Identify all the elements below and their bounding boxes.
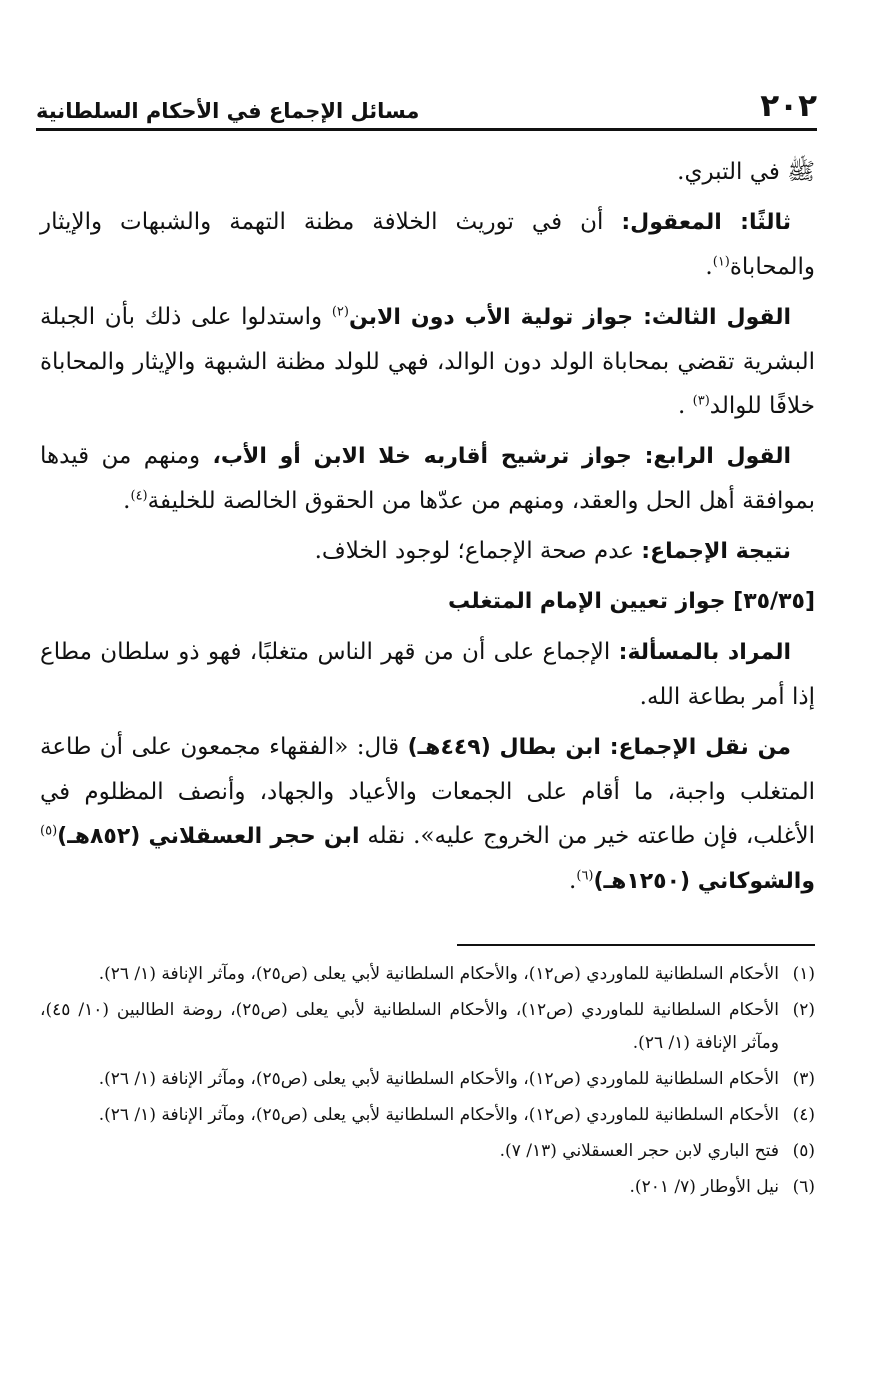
footnote-number: (٤) bbox=[792, 1105, 815, 1125]
paragraph-7-end: . bbox=[569, 868, 577, 894]
paragraph-2-text: أن في توريث الخلافة مظنة التهمة والشبهات والإيثار والمحاباة bbox=[40, 209, 815, 280]
footnote-number: (٣) bbox=[792, 1069, 815, 1089]
paragraph-6-text: الإجماع على أن من قهر الناس متغلبًا، فهو ذو سلطان مطاع إذا أمر بطاعة الله. bbox=[40, 639, 815, 710]
footnote-4 bbox=[40, 1099, 815, 1132]
footnote-ref-5[interactable]: (٥) bbox=[40, 823, 58, 839]
footnote-text: فتح الباري لابن حجر العسقلاني (١٣/ ٧). bbox=[499, 1141, 779, 1161]
footnote-ref-2[interactable]: (٢) bbox=[331, 304, 349, 320]
paragraph-1 bbox=[40, 150, 815, 194]
footnote-1 bbox=[40, 958, 815, 991]
paragraph-2 bbox=[40, 200, 815, 289]
paragraph-2-end: . bbox=[705, 254, 713, 280]
main-text bbox=[40, 150, 815, 910]
footnote-number: (٦) bbox=[792, 1177, 815, 1197]
paragraph-5 bbox=[40, 529, 815, 574]
page-number: ٢٠٢ bbox=[760, 88, 817, 124]
paragraph-4 bbox=[40, 434, 815, 523]
paragraph-6-lead: المراد بالمسألة: bbox=[618, 640, 791, 665]
footnote-ref-6[interactable]: (٦) bbox=[576, 868, 594, 884]
paragraph-3 bbox=[40, 295, 815, 428]
footnote-text: الأحكام السلطانية للماوردي (ص١٢)، والأحكام السلطانية لأبي يعلى (ص٢٥)، ومآثر الإنافة (١/ ٢٦). bbox=[98, 1069, 779, 1089]
footnote-3 bbox=[40, 1063, 815, 1096]
footnotes bbox=[40, 958, 815, 1207]
paragraph-3-text: واستدلوا على ذلك بأن الجبلة البشرية تقضي بمحاباة الولد دون الوالد، فهي للولد مظنة الشبهة والإيثار والمحاباة خلافًا للوالد bbox=[40, 304, 815, 419]
paragraph-3-lead: القول الثالث: جواز تولية الأب دون الابن bbox=[348, 305, 791, 330]
footnote-2 bbox=[40, 994, 815, 1060]
paragraph-7-lead: من نقل الإجماع: ابن بطال (٤٤٩هـ) bbox=[407, 735, 792, 760]
paragraph-6 bbox=[40, 630, 815, 719]
footnote-number: (٥) bbox=[792, 1141, 815, 1161]
footnote-text: الأحكام السلطانية للماوردي (ص١٢)، والأحكام السلطانية لأبي يعلى (ص٢٥)، ومآثر الإنافة (١/ ٢٦). bbox=[98, 964, 779, 984]
paragraph-5-text: عدم صحة الإجماع؛ لوجود الخلاف. bbox=[314, 538, 642, 564]
footnote-ref-4[interactable]: (٤) bbox=[130, 488, 148, 504]
footnote-number: (٢) bbox=[792, 1000, 815, 1020]
running-title: مسائل الإجماع في الأحكام السلطانية bbox=[36, 99, 420, 123]
footnote-5 bbox=[40, 1135, 815, 1168]
footnote-text: الأحكام السلطانية للماوردي (ص١٢)، والأحكام السلطانية لأبي يعلى (ص٢٥)، ومآثر الإنافة (١/ ٢٦). bbox=[98, 1105, 779, 1125]
footnote-text: نيل الأوطار (٧/ ٢٠١). bbox=[629, 1177, 779, 1197]
paragraph-3-end: . bbox=[678, 393, 693, 419]
footnote-ref-1[interactable]: (١) bbox=[712, 254, 730, 270]
paragraph-4-end: . bbox=[123, 488, 131, 514]
paragraph-7-text: قال: «الفقهاء مجمعون على أن طاعة المتغلب واجبة، ما أقام على الجمعات والأعياد والجهاد، وأنصف المظلوم في الأغلب، فإن طاعته خير من الخروج عليه». نقله bbox=[40, 734, 815, 849]
footnote-text: الأحكام السلطانية للماوردي (ص١٢)، والأحكام السلطانية لأبي يعلى (ص٢٥)، روضة الطالبين (١٠/ ٤٥)، ومآثر الإنافة (١/ ٢٦). bbox=[40, 1000, 779, 1053]
paragraph-7 bbox=[40, 725, 815, 904]
paragraph-5-lead: نتيجة الإجماع: bbox=[641, 539, 791, 564]
footnote-divider bbox=[457, 944, 815, 946]
paragraph-7-name-1: ابن حجر العسقلاني (٨٥٢هـ) bbox=[57, 824, 360, 849]
paragraph-4-lead: القول الرابع: جواز ترشيح أقاربه خلا الابن أو الأب، bbox=[212, 444, 792, 469]
paragraph-2-lead: ثالثًا: المعقول: bbox=[621, 210, 791, 235]
footnote-ref-3[interactable]: (٣) bbox=[692, 393, 710, 409]
footnote-number: (١) bbox=[792, 964, 815, 984]
paragraph-1-text: ﷺ في التبري. bbox=[677, 159, 815, 185]
section-heading: [٣٥/٣٥] جواز تعيين الإمام المتغلب bbox=[448, 589, 815, 614]
paragraph-7-name-2: والشوكاني (١٢٥٠هـ) bbox=[593, 869, 815, 894]
footnote-6 bbox=[40, 1171, 815, 1204]
paragraph-4-text: ومنهم من قيدها بموافقة أهل الحل والعقد، ومنهم من عدّها من الحقوق الخالصة للخليفة bbox=[40, 443, 815, 514]
page-header bbox=[36, 78, 817, 131]
